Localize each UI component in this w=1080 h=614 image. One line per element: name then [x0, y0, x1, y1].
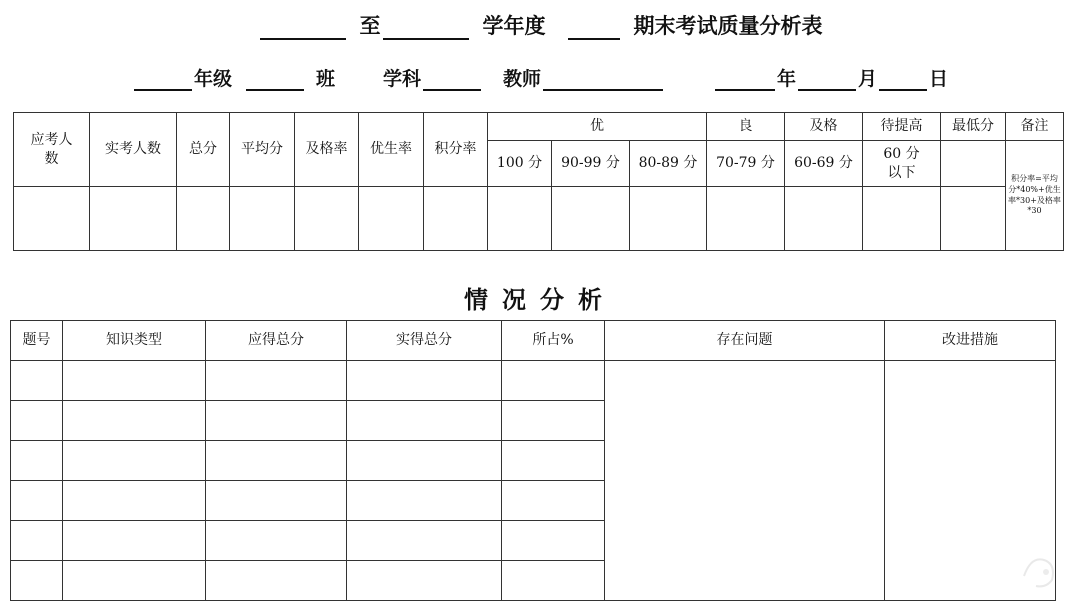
header-problems: 存在问题 — [605, 321, 885, 361]
range-60-69: 60-69 分 — [785, 141, 863, 187]
value-total-score[interactable] — [177, 187, 230, 251]
problems-area[interactable] — [605, 361, 885, 601]
knowledge-type-cell[interactable] — [63, 521, 206, 561]
header-excellent: 优 — [488, 113, 707, 141]
teacher-label: 教师 — [502, 68, 541, 90]
school-year-label: 学年度 — [482, 13, 546, 38]
header-measures: 改进措施 — [885, 321, 1056, 361]
day-blank[interactable] — [879, 67, 927, 91]
value-excellent-rate[interactable] — [359, 187, 424, 251]
percent-cell[interactable] — [502, 481, 605, 521]
actual-total-cell[interactable] — [347, 401, 502, 441]
knowledge-type-cell[interactable] — [63, 361, 206, 401]
form-info-line — [0, 64, 1080, 91]
percent-cell[interactable] — [502, 441, 605, 481]
value-70-79[interactable] — [707, 187, 785, 251]
header-average: 平均分 — [230, 113, 295, 187]
remarks-note: 积分率=平均分*40%+优生率*30+及格率*30 — [1008, 173, 1061, 216]
value-90-99[interactable] — [552, 187, 630, 251]
header-percent: 所占% — [502, 321, 605, 361]
value-below-60[interactable] — [863, 187, 941, 251]
month-blank[interactable] — [798, 67, 856, 91]
knowledge-type-cell[interactable] — [63, 481, 206, 521]
month-label: 月 — [858, 68, 878, 90]
range-100: 100 分 — [488, 141, 552, 187]
header-points-rate: 积分率 — [424, 113, 488, 187]
end-year-blank[interactable] — [383, 16, 469, 40]
value-60-69[interactable] — [785, 187, 863, 251]
header-good: 良 — [707, 113, 785, 141]
value-pass-rate[interactable] — [295, 187, 359, 251]
range-70-79: 70-79 分 — [707, 141, 785, 187]
header-remarks: 备注 — [1006, 113, 1064, 141]
subject-blank[interactable] — [423, 67, 481, 91]
lowest-score-cell[interactable] — [941, 141, 1006, 187]
score-statistics-table — [13, 112, 1064, 251]
class-blank[interactable] — [246, 67, 304, 91]
percent-cell[interactable] — [502, 401, 605, 441]
header-improve: 待提高 — [863, 113, 941, 141]
actual-total-cell[interactable] — [347, 441, 502, 481]
question-no-cell[interactable] — [11, 521, 63, 561]
watermark-icon — [1016, 546, 1062, 592]
percent-cell[interactable] — [502, 521, 605, 561]
value-80-89[interactable] — [630, 187, 707, 251]
form-title: 期末考试质量分析表 — [633, 13, 823, 38]
question-no-cell[interactable] — [11, 401, 63, 441]
header-lowest: 最低分 — [941, 113, 1006, 141]
situation-analysis-table — [10, 320, 1056, 601]
section-title: 情况分析 — [464, 285, 616, 314]
header-knowledge-type: 知识类型 — [63, 321, 206, 361]
header-pass-rate: 及格率 — [295, 113, 359, 187]
actual-total-cell[interactable] — [347, 561, 502, 601]
header-expected-count: 应考人数 — [14, 113, 90, 187]
knowledge-type-cell[interactable] — [63, 441, 206, 481]
percent-cell[interactable] — [502, 361, 605, 401]
start-year-blank[interactable] — [260, 16, 346, 40]
actual-total-cell[interactable] — [347, 361, 502, 401]
header-question-no: 题号 — [11, 321, 63, 361]
remarks-note-cell — [1006, 141, 1064, 251]
expected-total-cell[interactable] — [206, 561, 347, 601]
subject-label: 学科 — [382, 68, 421, 90]
question-no-cell[interactable] — [11, 561, 63, 601]
value-100[interactable] — [488, 187, 552, 251]
knowledge-type-cell[interactable] — [63, 561, 206, 601]
header-actual-count: 实考人数 — [90, 113, 177, 187]
knowledge-type-cell[interactable] — [63, 401, 206, 441]
value-lowest[interactable] — [941, 187, 1006, 251]
actual-total-cell[interactable] — [347, 521, 502, 561]
year-blank[interactable] — [715, 67, 775, 91]
form-title-line — [0, 10, 1080, 40]
expected-total-cell[interactable] — [206, 481, 347, 521]
header-total-score: 总分 — [177, 113, 230, 187]
expected-total-cell[interactable] — [206, 441, 347, 481]
header-excellent-rate: 优生率 — [359, 113, 424, 187]
expected-total-cell[interactable] — [206, 521, 347, 561]
range-below-60: 60 分以下 — [863, 141, 941, 187]
value-actual-count[interactable] — [90, 187, 177, 251]
header-actual-total: 实得总分 — [347, 321, 502, 361]
class-label: 班 — [315, 68, 335, 90]
to-label: 至 — [359, 13, 381, 38]
grade-blank[interactable] — [134, 67, 192, 91]
range-90-99: 90-99 分 — [552, 141, 630, 187]
expected-total-cell[interactable] — [206, 361, 347, 401]
question-no-cell[interactable] — [11, 441, 63, 481]
range-80-89: 80-89 分 — [630, 141, 707, 187]
value-points-rate[interactable] — [424, 187, 488, 251]
expected-total-cell[interactable] — [206, 401, 347, 441]
question-no-cell[interactable] — [11, 481, 63, 521]
day-label: 日 — [929, 68, 949, 90]
value-expected-count[interactable] — [14, 187, 90, 251]
term-blank[interactable] — [568, 16, 620, 40]
percent-cell[interactable] — [502, 561, 605, 601]
teacher-blank[interactable] — [543, 67, 663, 91]
header-expected-total: 应得总分 — [206, 321, 347, 361]
header-pass: 及格 — [785, 113, 863, 141]
grade-label: 年级 — [193, 68, 232, 90]
year-label: 年 — [777, 68, 797, 90]
question-no-cell[interactable] — [11, 361, 63, 401]
actual-total-cell[interactable] — [347, 481, 502, 521]
value-average[interactable] — [230, 187, 295, 251]
table-row — [11, 361, 1056, 401]
